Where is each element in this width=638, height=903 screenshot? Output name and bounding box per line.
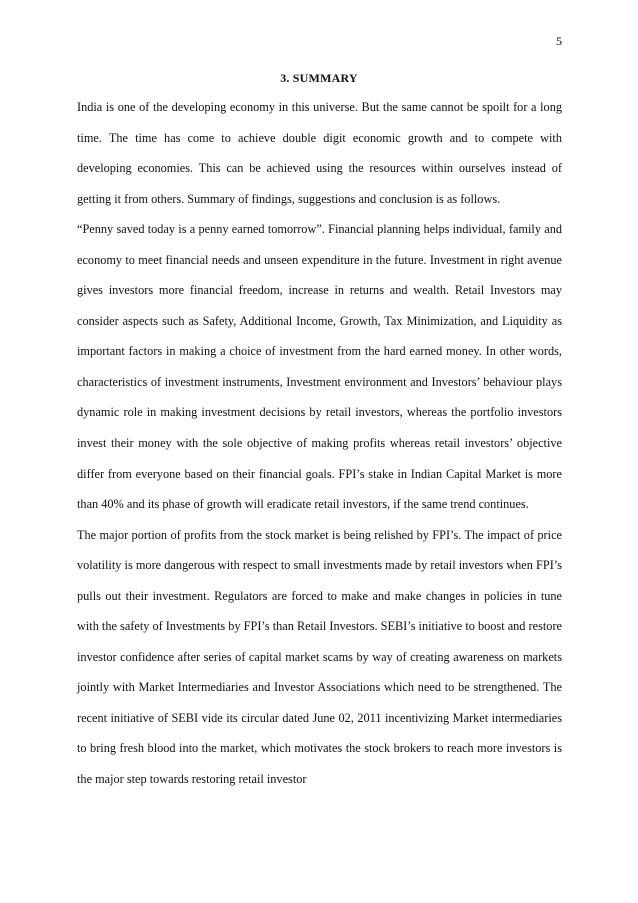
- document-body: [77, 92, 562, 795]
- paragraph-intro: India is one of the developing economy in this universe. But the same cannot be spoilt for a long time. The time has come to achieve double digit economic growth and to compete with developing economies. This can be achieved using the resources within ourselves instead of getting it from others. Summary of findings, suggestions and conclusion is as follows.: [77, 100, 562, 206]
- section-heading: 3. SUMMARY: [280, 71, 358, 85]
- paragraph-fpi-profits: The major portion of profits from the stock market is being relished by FPI’s. The impact of price volatility is more dangerous with respect to small investments made by retail investors when FPI’s pulls out their investment. Regulators are forced to make and make changes in policies in tune with the safety of Investments by FPI’s than Retail Investors. SEBI’s initiative to boost and restore investor confidence after series of capital market scams by way of creating awareness on markets jointly with Market Intermediaries and Investor Associations which need to be strengthened. The recent initiative of SEBI vide its circular dated June 02, 2011 incentivizing Market intermediaries to bring fresh blood into the market, which motivates the stock brokers to reach more investors is the major step towards restoring retail investor: [77, 527, 562, 787]
- page-number: 5: [556, 34, 562, 48]
- paragraph-financial-planning: “Penny saved today is a penny earned tomorrow”. Financial planning helps individual, family and economy to meet financial needs and unseen expenditure in the future. Investment in right avenue gives investors more financial freedom, increase in returns and wealth. Retail Investors may consider aspects such as Safety, Additional Income, Growth, Tax Minimization, and Liquidity as important factors in making a choice of investment from the hard earned money. In other words, characteristics of investment instruments, Investment environment and Investors’ behaviour plays dynamic role in making investment decisions by retail investors, whereas the portfolio investors invest their money with the sole objective of making profits whereas retail investors’ objective differ from everyone based on their financial goals. FPI’s stake in Indian Capital Market is more than 40% and its phase of growth will eradicate retail investors, if the same trend continues.: [77, 222, 562, 512]
